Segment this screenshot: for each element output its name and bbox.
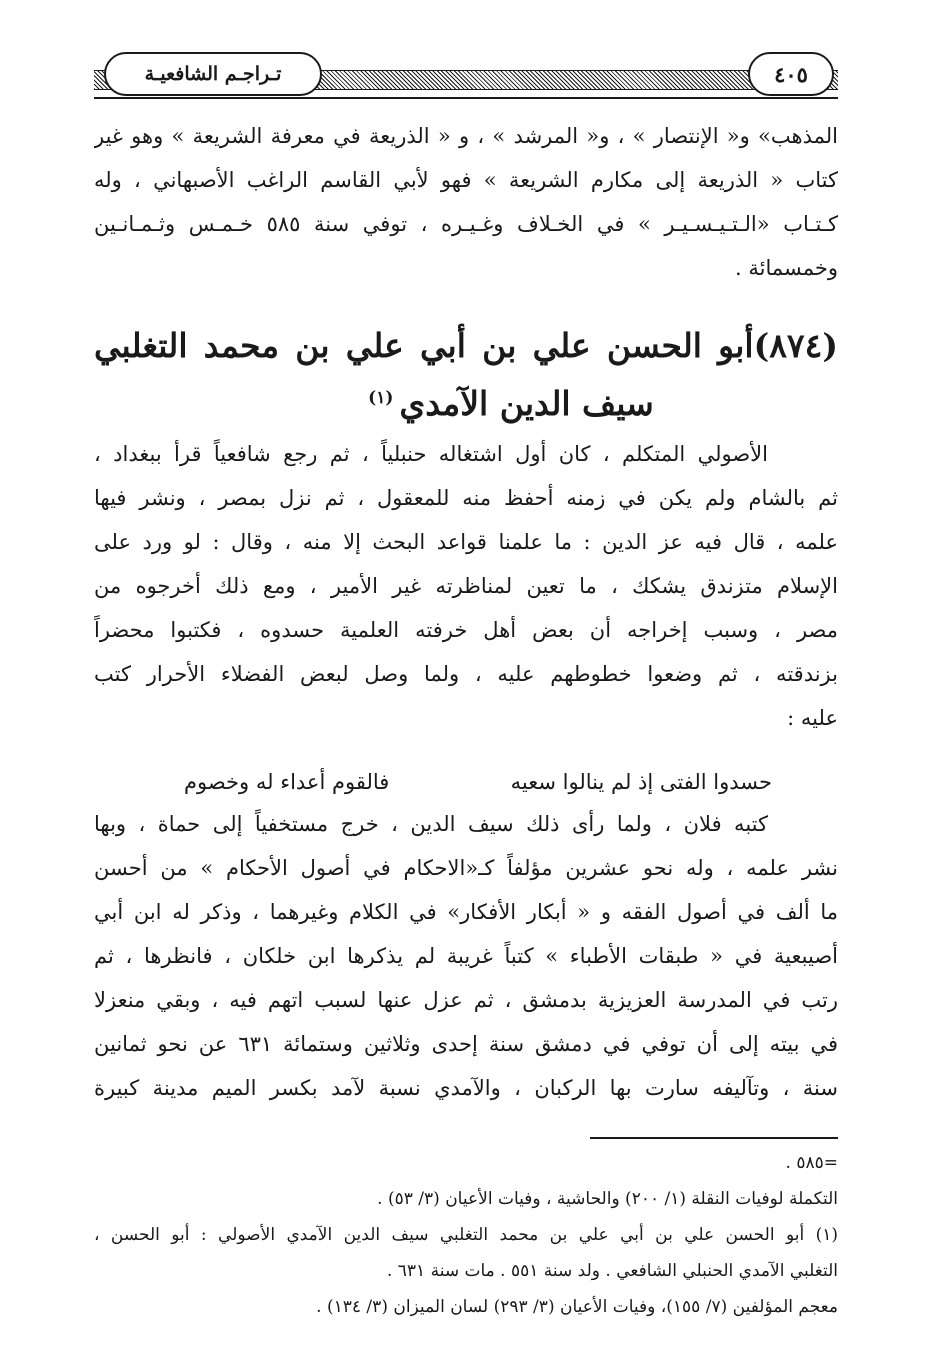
text-line: أصيبعية في « طبقات الأطباء » كتباً غريبة لم يذكرها ابن خلكان ، فانظرها ، ثم <box>94 944 838 968</box>
text-line: رتب في المدرسة العزيزية بدمشق ، ثم عزل عنها لسبب اتهم فيه ، وبقي منعزلا <box>94 988 838 1012</box>
footnote-line: =٥٨٥ . <box>785 1153 838 1173</box>
biography-paragraph <box>94 432 838 740</box>
verse-first-hemistich: حسدوا الفتى إذ لم ينالوا سعيه <box>510 770 772 794</box>
page-number: ٤٠٥ <box>748 52 834 96</box>
text-line: سنة ، وتآليفه سارت بها الركبان ، والآمدي نسبة لآمد بكسر الميم مدينة كبيرة <box>94 1076 838 1100</box>
entry-subtitle-text: سيف الدين الآمدي <box>399 384 654 423</box>
text-line: علمه ، قال فيه عز الدين : ما علمنا قواعد البحث إلا منه ، وقال : لو ورد على <box>94 530 838 554</box>
text-line: وخمسمائة . <box>735 256 838 280</box>
text-line: كـتـاب «الـتـيـسـيـر » في الخـلاف وغـيـره ، توفي سنة ٥٨٥ خـمـس وثـمـانـين <box>94 212 838 236</box>
text-line: الأصولي المتكلم ، كان أول اشتغاله حنبلياً ، ثم رجع شافعياً قرأ ببغداد ، <box>94 442 768 466</box>
footnote-line: التغلبي الآمدي الحنبلي الشافعي . ولد سنة ٥٥١ . مات سنة ٦٣١ . <box>386 1261 838 1281</box>
entry-subtitle <box>94 372 838 430</box>
text-line: نشر علمه ، وله نحو عشرين مؤلفاً كـ«الاحكام في أصول الأحكام » من أحسن <box>94 856 838 880</box>
footnote-line: (١) أبو الحسن علي بن أبي علي بن محمد التغلبي سيف الدين الآمدي الأصولي : أبو الحسن ، <box>94 1225 838 1245</box>
continuation-paragraph <box>94 114 838 290</box>
text-line: المذهب» و« الإنتصار » ، و« المرشد » ، و « الذريعة في معرفة الشريعة » وهو غير <box>94 124 838 148</box>
footnote-separator <box>590 1137 838 1139</box>
footnote-line: معجم المؤلفين (٧/ ١٥٥)، وفيات الأعيان (٣/ ٢٩٣) لسان الميزان (٣/ ١٣٤) . <box>316 1297 838 1317</box>
text-line: ثم بالشام ولم يكن في زمنه أحفظ منه للمعقول ، ثم نزل بمصر ، ونشر فيها <box>94 486 838 510</box>
poetry-verse <box>94 760 838 804</box>
text-line: عليه : <box>787 706 838 730</box>
text-line: في بيته إلى أن توفي في دمشق سنة إحدى وثلاثين وستمائة ٦٣١ عن نحو ثمانين <box>94 1032 838 1056</box>
header-rule <box>94 97 838 99</box>
page-header <box>94 44 838 100</box>
text-line: مصر ، وسبب إخراجه أن بعض أهل خرفته العلمية حسدوه ، فكتبوا محضراً <box>94 618 838 642</box>
text-line: بزندقته ، ثم وضعوا خطوطهم عليه ، ولما وصل لبعض الفضلاء الأحرار كتب <box>94 662 838 686</box>
footnote-reference: (١) <box>368 388 394 408</box>
footnotes <box>94 1145 838 1325</box>
footnote-line: التكملة لوفيات النقلة (١/ ٢٠٠) والحاشية ، وفيات الأعيان (٣/ ٥٣) . <box>377 1189 838 1209</box>
text-line: كتبه فلان ، ولما رأى ذلك سيف الدين ، خرج مستخفياً إلى حماة ، وبها <box>94 812 768 836</box>
text-line: كتاب « الذريعة إلى مكارم الشريعة » فهو لأبي القاسم الراغب الأصبهاني ، وله <box>94 168 838 192</box>
entry-title: (٨٧٤)أبو الحسن علي بن أبي علي بن محمد التغلبي <box>94 326 838 365</box>
biography-paragraph-continued <box>94 802 838 1110</box>
running-title: تـراجـم الشافعيـة <box>104 52 322 96</box>
entry-heading <box>94 320 838 430</box>
verse-second-hemistich: فالقوم أعداء له وخصوم <box>184 770 390 794</box>
text-line: الإسلام متزندق يشكك ، ما تعين لمناظرته غير الأمير ، ومع ذلك أخرجوه من <box>94 574 838 598</box>
text-line: ما ألف في أصول الفقه و « أبكار الأفكار» في الكلام وغيرهما ، وذكر له ابن أبي <box>94 900 838 924</box>
